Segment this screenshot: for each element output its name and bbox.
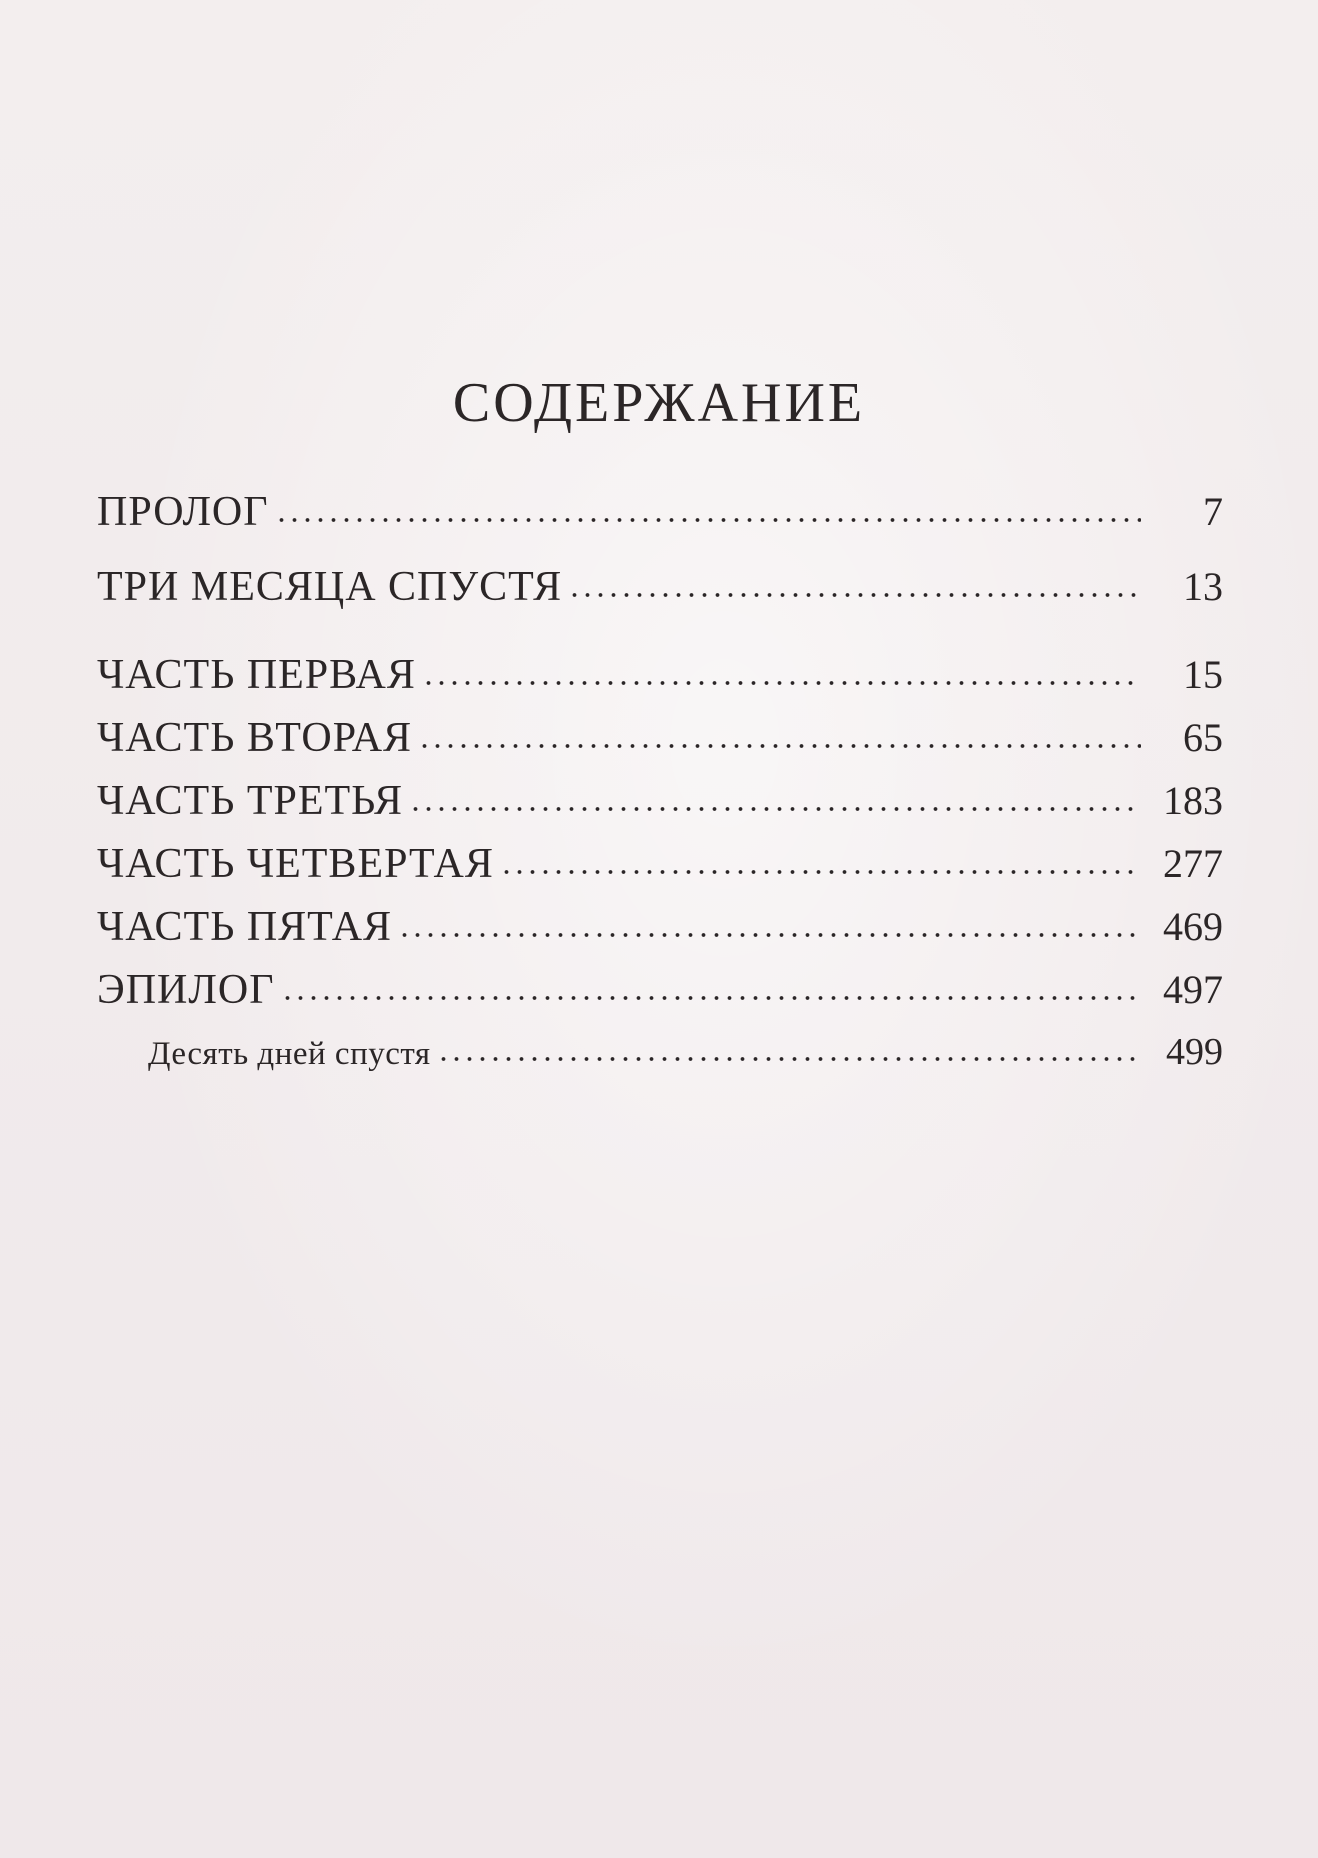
toc-entry-page-number: 499 bbox=[1166, 1031, 1223, 1073]
toc-entry-page-number: 7 bbox=[1203, 489, 1223, 534]
toc-entry-prologue bbox=[97, 480, 1223, 543]
toc-entry-part-five bbox=[97, 895, 1223, 958]
toc-entry-label: Десять дней спустя bbox=[148, 1036, 431, 1072]
toc-entry-part-two bbox=[97, 706, 1223, 769]
toc-entry-label: ЧАСТЬ ПЯТАЯ bbox=[97, 904, 393, 950]
toc-entry-label: ЧАСТЬ ВТОРАЯ bbox=[97, 715, 413, 761]
dot-leader bbox=[437, 1054, 1141, 1064]
page-title: СОДЕРЖАНИЕ bbox=[452, 372, 866, 434]
table-of-contents bbox=[97, 480, 1223, 1084]
dot-leader bbox=[409, 804, 1141, 814]
dot-leader bbox=[500, 867, 1141, 877]
toc-entry-part-one bbox=[97, 643, 1223, 706]
toc-entry-label: ЧАСТЬ ЧЕТВЕРТАЯ bbox=[97, 841, 494, 887]
dot-leader bbox=[568, 590, 1141, 600]
toc-entry-label: ЧАСТЬ ПЕРВАЯ bbox=[97, 652, 416, 698]
toc-entry-epilogue bbox=[97, 958, 1223, 1021]
toc-entry-page-number: 65 bbox=[1183, 715, 1223, 760]
toc-entry-part-four bbox=[97, 832, 1223, 895]
toc-entry-page-number: 497 bbox=[1163, 967, 1223, 1012]
toc-entry-three-months-later bbox=[97, 555, 1223, 618]
toc-entry-part-three bbox=[97, 769, 1223, 832]
dot-leader bbox=[422, 678, 1141, 688]
toc-entry-page-number: 469 bbox=[1163, 904, 1223, 949]
dot-leader bbox=[275, 515, 1141, 525]
toc-entry-label: ЧАСТЬ ТРЕТЬЯ bbox=[97, 778, 404, 824]
toc-entry-page-number: 15 bbox=[1183, 652, 1223, 697]
toc-entry-label: ЭПИЛОГ bbox=[97, 967, 275, 1013]
dot-leader bbox=[418, 741, 1141, 751]
dot-leader bbox=[281, 993, 1142, 1003]
toc-entry-page-number: 13 bbox=[1183, 564, 1223, 609]
toc-entry-label: ТРИ МЕСЯЦА СПУСТЯ bbox=[97, 564, 563, 610]
toc-entry-page-number: 183 bbox=[1163, 778, 1223, 823]
toc-entry-label: ПРОЛОГ bbox=[97, 489, 269, 535]
dot-leader bbox=[398, 930, 1141, 940]
toc-entry-page-number: 277 bbox=[1163, 841, 1223, 886]
toc-subentry-ten-days-later bbox=[97, 1021, 1223, 1084]
